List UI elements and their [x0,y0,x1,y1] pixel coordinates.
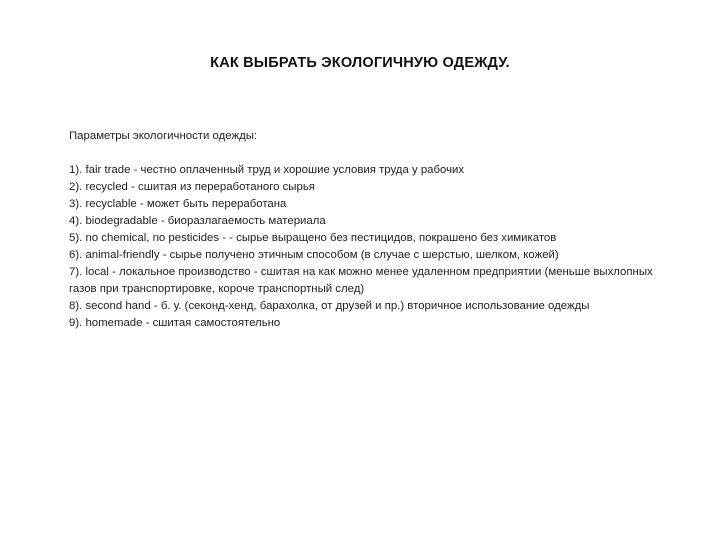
parameter-list [69,162,669,332]
list-item-recycled: 2). recycled - сшитая из переработаного сырья [69,181,315,193]
list-item-fair-trade: 1). fair trade - честно оплаченный труд и хорошие условия труда у рабочих [69,164,465,176]
list-item-animal-friendly: 6). animal-friendly - сырье получено этичным способом (в случае с шерстью, шелком, кожей) [69,249,559,261]
list-item-local: 7). local - локальное производство - сшитая на как можно менее удаленном предприятии (меньше выхлопных газов при транспортировке, короче транспортный след) [69,266,653,295]
document-body [69,128,669,332]
list-item-recyclable: 3). recyclable - может быть переработана [69,198,287,210]
list-item-second-hand: 8). second hand - б. у. (секонд-хенд, барахолка, от друзей и пр.) вторичное использование одежды [69,300,590,312]
intro-text: Параметры экологичности одежды: [69,130,258,142]
page-title: КАК ВЫБРАТЬ ЭКОЛОГИЧНУЮ ОДЕЖДУ. [210,55,510,71]
list-item-no-chemical: 5). no chemical, no pesticides - - сырье выращено без пестицидов, покрашено без химикатов [69,232,557,244]
list-item-homemade: 9). homemade - сшитая самостоятельно [69,317,281,329]
list-item-biodegradable: 4). biodegradable - биоразлагаемость материала [69,215,326,227]
